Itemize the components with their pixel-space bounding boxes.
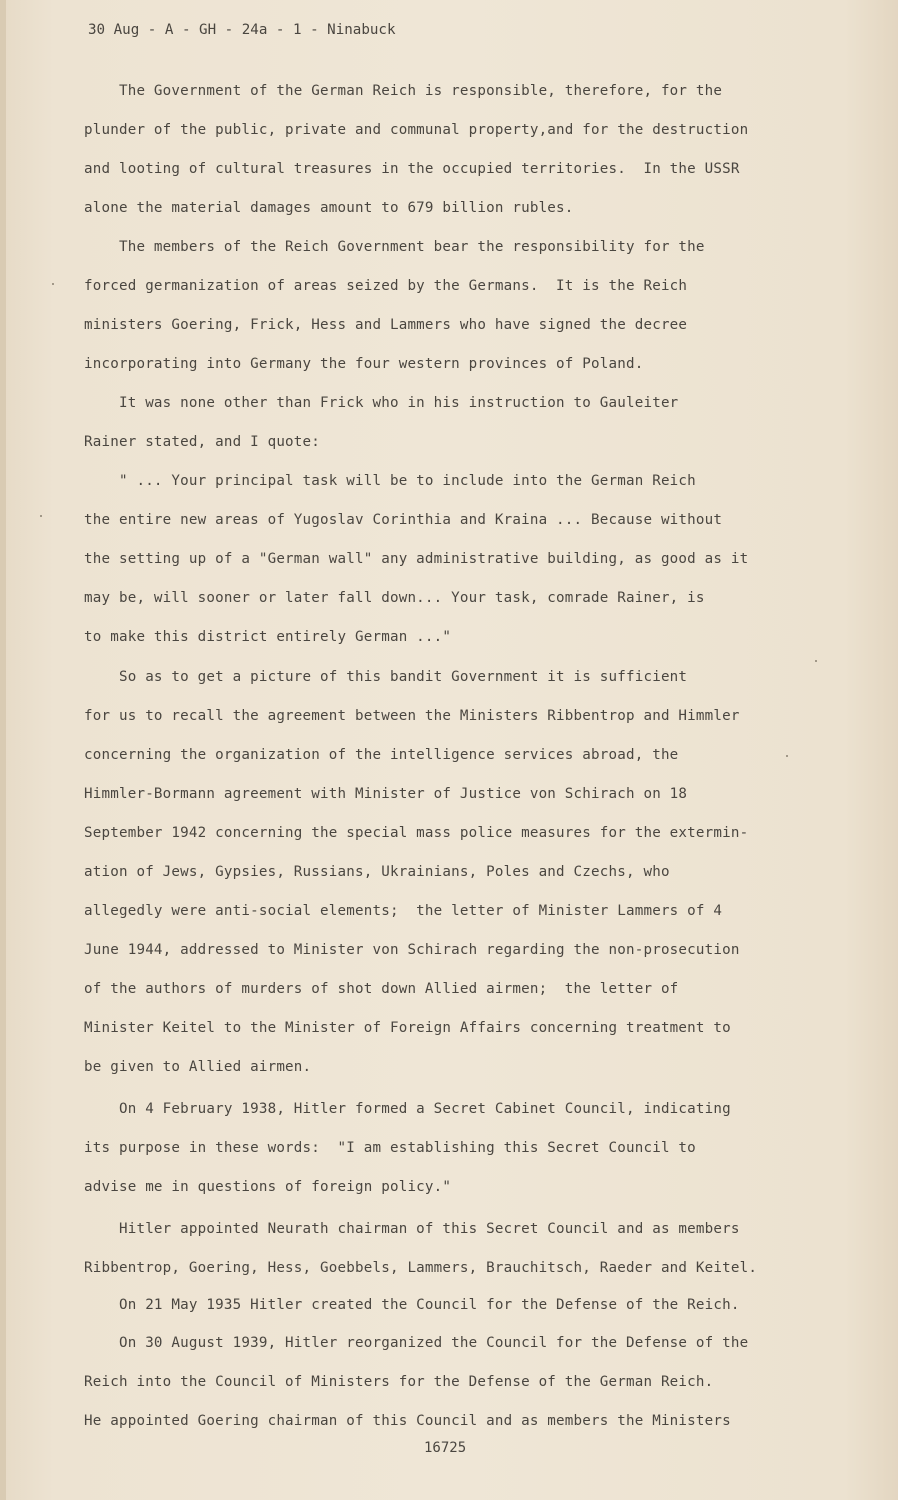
text-line: Rainer stated, and I quote: [84, 434, 321, 450]
text-line: the entire new areas of Yugoslav Corinthia and Kraina ... Because without [84, 512, 723, 528]
paper-speck [52, 283, 54, 285]
document-header: 30 Aug - A - GH - 24a - 1 - Ninabuck [88, 22, 396, 38]
text-line: The members of the Reich Government bear the responsibility for the [84, 239, 705, 255]
text-line: may be, will sooner or later fall down... Your task, comrade Rainer, is [84, 590, 705, 606]
text-line: On 4 February 1938, Hitler formed a Secret Cabinet Council, indicating [84, 1101, 731, 1117]
text-line: Himmler-Bormann agreement with Minister of Justice von Schirach on 18 [84, 786, 688, 802]
page-edge [0, 0, 6, 1500]
text-line: He appointed Goering chairman of this Council and as members the Ministers [84, 1413, 731, 1429]
quote-paragraph [84, 462, 836, 657]
paragraph-7 [84, 1210, 836, 1288]
text-line: plunder of the public, private and communal property,and for the destruction [84, 122, 749, 138]
text-line: advise me in questions of foreign policy." [84, 1179, 452, 1195]
text-line: for us to recall the agreement between the Ministers Ribbentrop and Himmler [84, 708, 740, 724]
text-line: of the authors of murders of shot down Allied airmen; the letter of [84, 981, 679, 997]
text-line: the setting up of a "German wall" any administrative building, as good as it [84, 551, 749, 567]
text-line: The Government of the German Reich is responsible, therefore, for the [84, 83, 723, 99]
text-line: concerning the organization of the intelligence services abroad, the [84, 747, 679, 763]
text-line: be given to Allied airmen. [84, 1059, 312, 1075]
text-line: allegedly were anti-social elements; the letter of Minister Lammers of 4 [84, 903, 723, 919]
text-line: On 21 May 1935 Hitler created the Council for the Defense of the Reich. [84, 1297, 740, 1313]
text-line: alone the material damages amount to 679 billion rubles. [84, 200, 574, 216]
text-line: " ... Your principal task will be to include into the German Reich [84, 473, 696, 489]
paper-speck [815, 660, 817, 662]
text-line: It was none other than Frick who in his instruction to Gauleiter [84, 395, 679, 411]
text-line: September 1942 concerning the special mass police measures for the extermin- [84, 825, 749, 841]
text-line: On 30 August 1939, Hitler reorganized the Council for the Defense of the [84, 1335, 749, 1351]
text-line: ation of Jews, Gypsies, Russians, Ukrainians, Poles and Czechs, who [84, 864, 670, 880]
text-line: Ribbentrop, Goering, Hess, Goebbels, Lammers, Brauchitsch, Raeder and Keitel. [84, 1260, 758, 1276]
text-line: forced germanization of areas seized by the Germans. It is the Reich [84, 278, 688, 294]
paragraph-5 [84, 658, 836, 1087]
paragraph-3 [84, 384, 836, 462]
text-line: Hitler appointed Neurath chairman of this Secret Council and as members [84, 1221, 740, 1237]
page-number: 16725 [424, 1440, 467, 1456]
text-line: ministers Goering, Frick, Hess and Lammers who have signed the decree [84, 317, 688, 333]
text-line: and looting of cultural treasures in the occupied territories. In the USSR [84, 161, 740, 177]
paragraph-9 [84, 1324, 836, 1441]
paragraph-8 [84, 1286, 836, 1325]
text-line: incorporating into Germany the four western provinces of Poland. [84, 356, 644, 372]
paragraph-2 [84, 228, 836, 384]
paper-speck [40, 515, 42, 517]
text-line: Reich into the Council of Ministers for the Defense of the German Reich. [84, 1374, 714, 1390]
paper-speck [786, 755, 788, 757]
text-line: So as to get a picture of this bandit Government it is sufficient [84, 669, 688, 685]
paragraph-6 [84, 1090, 836, 1207]
text-line: to make this district entirely German ..." [84, 629, 452, 645]
paragraph-1 [84, 72, 836, 228]
text-line: June 1944, addressed to Minister von Schirach regarding the non-prosecution [84, 942, 740, 958]
text-line: its purpose in these words: "I am establishing this Secret Council to [84, 1140, 696, 1156]
text-line: Minister Keitel to the Minister of Foreign Affairs concerning treatment to [84, 1020, 731, 1036]
